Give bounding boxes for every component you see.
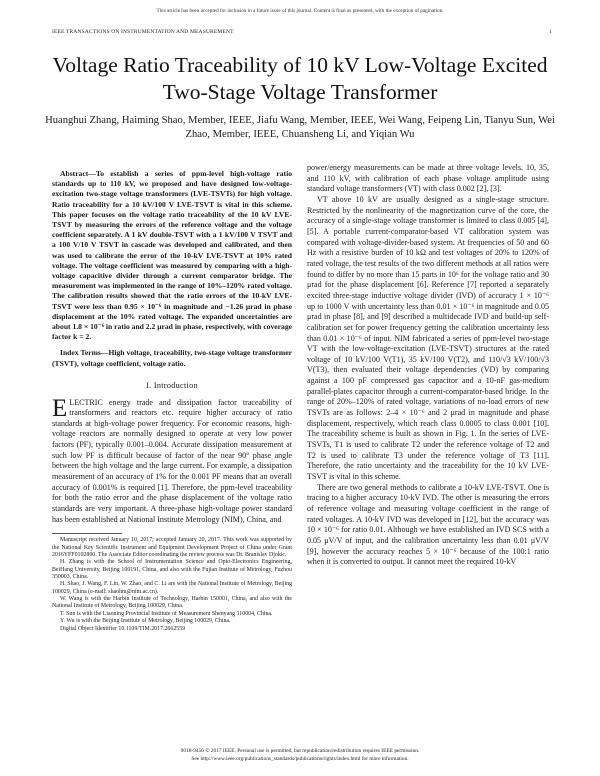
footnote-doi: Digital Object Identifier 10.1109/TIM.2017.2662559 xyxy=(60,625,186,632)
journal-name: IEEE TRANSACTIONS ON INSTRUMENTATION AND MEASUREMENT xyxy=(52,29,234,35)
acceptance-notice: This article has been accepted for inclusion in a future issue of this journal. Content is final as presented, with the exception of pagination. xyxy=(156,8,444,14)
right-column xyxy=(307,163,549,568)
footnote-affiliation: W. Wang is with the Harbin Institute of Technology, Harbin 150001, China, and also with the National Institute of Metrology, Beijing 100029, China. xyxy=(52,596,292,610)
footnote-affiliation: H. Zhang is with the School of Instrumentation Science and Opto-Electronics Engineering, BeiHang University, Beijing 100191, China, and also with the Fujian Institute of Metrology, Fuzhou 350003, China. xyxy=(52,559,292,581)
page-number: 1 xyxy=(549,29,552,35)
footnote-affiliation: H. Shao, J. Wang, F. Lin, W. Zhao, and C. Li are with the National Institute of Metrology, Beijing 100029, China (e-mail: shaohm@nim.ac.cn). xyxy=(52,581,292,595)
footnote-affiliation: T. Sun is with the Liaoning Provincial Institute of Measurement Shenyang 110004, China. xyxy=(60,610,273,617)
body-paragraph: power/energy measurements can be made at three voltage levels, 10, 35, and 110 kV, with calibration of each phase voltage amplitude using standard voltage transformers (VT) with class 0.002 [2], [3]. xyxy=(307,163,549,194)
introduction-paragraph xyxy=(52,394,292,526)
introduction-text: LECTRIC energy trade and dissipation factor traceability of transformers and reactors etc. require higher accuracy of ratio standards at high-voltage power frequency. For economic reasons, high-voltage reactors are normally designed to operate at very low power factors (PF), typically 0.001–0.004. Accurate dissipation measurement at such low PF is difficult because of factor of the near 90° phase angle between the high voltage and the large current. For example, a dissipation measurement of an accuracy of 1% for the 0.001 PF means that an overall accuracy of 0.001% is required [1]. Therefore, the ppm-level traceability for both the ratio error and the phase displacement of the voltage ratio standards are very important. A three-phase high-voltage power standard has been established at National Institute Metrology (NIM), China, and xyxy=(52,397,292,524)
copyright-line: 0018-9456 © 2017 IEEE. Personal use is permitted, but republication/redistribution requires IEEE permission. xyxy=(180,748,420,754)
footnote-manuscript: Manuscript received January 10, 2017; accepted January 20, 2017. This work was supported by the National Key Scientific Instrument and Equipment Development Project of China under Grant 2016YFF0102800. The Associate Editor coordinating the review process was Dr. Branislav Djokic. xyxy=(52,537,292,559)
copyright-footer xyxy=(0,748,600,763)
author-list: Huanghui Zhang, Haiming Shao, Member, IEEE, Jiafu Wang, Member, IEEE, Wei Wang, Feipeng Lin, Tianyu Sun, Wei Zhao, Member, IEEE, Chuansheng Li, and Yiqian Wu xyxy=(45,115,555,140)
footnote-affiliation: Y. Wu is with the Beijing Institute of Metrology, Beijing 100029, China. xyxy=(60,618,231,625)
drop-cap: E xyxy=(52,394,68,422)
body-paragraph: There are two general methods to calibrate a 10-kV LVE-TSVT. One is tracing to a higher accuracy 10-kV IVD. The other is measuring the errors of reference voltage and measuring voltage coefficient in the range of rated voltages. A 10-kV IVD was developed in [12], but the accuracy was 10 × 10⁻⁶ for ratio 0.01. Although we have established an IVD SCS with a 0.05 μV/V of input, and the calibration uncertainty less than 0.01 μV/V [9], however the accuracy reaches 5 × 10⁻⁶ because of the 100:1 ratio when it is converted to output. It cannot meet the required 10-kV xyxy=(307,482,549,567)
left-column xyxy=(52,169,292,633)
body-paragraph: VT above 10 kV are usually designed as a single-stage structure. Restricted by the nonlinearity of the magnetization curve of the core, the accuracy of a single-stage voltage transformer is limited to class 0.005 [4], [5]. A portable current-comparator-based VT calibration system was compared with voltage-divider-based system. At frequencies of 50 and 60 Hz with a resistive burden of 10 kΩ and test voltages of 20% to 120% of rated voltage, the test results of the two different methods at all ratios were found to differ by no more than 15 parts in 10⁶ for the voltage ratio and 30 μrad for the phase displacement [6]. Reference [7] reported a separately excited three-stage inductive voltage divider (IVD) of accuracy 1 × 10⁻⁶ up to 1000 V with uncertainty less than 0.01 × 10⁻⁶ in magnitude and 0.05 μrad in phase [8], and [9] described a multidecade IVD and build-up self-calibration set for power frequency getting the calibration uncertainty less than 0.01 × 10⁻⁶ of input. NIM fabricated a series of ppm-level two-stage VT with the low-voltage-excitation (LVE-TSVT) structures at the rated voltage of 10 kV/100 V(T1), 35 kV/100 V(T2), and 110/√3 kV/100/√3 V(T3), then evaluated their voltage dependencies (VD) by comparing against a 100 pF compressed gas capacitor and a 10-nF gas-medium parallel-plates capacitor through a current-comparator-based bridge. In the range of 20%–120% of rated voltage, variations of no-load errors of new TSVTs are as follows: 2–4 × 10⁻⁶ and 2 μrad in magnitude and phase displacement, respectively, which reach class 0.0005 to class 0.001 [10]. The traceability scheme is built as shown in Fig. 1. In the series of LVE-TSVTs, T1 is used to calibrate T2 under the reference voltage of T2 and T2 is used to calibrate T3 under the reference voltage of T3 [11]. Therefore, the ratio uncertainty and the traceability for the 10 kV LVE-TSVT is vital in this scheme. xyxy=(307,194,549,482)
rights-link-line: See http://www.ieee.org/publications_standards/publications/rights/index.html for more information. xyxy=(191,755,409,762)
footnote-rule xyxy=(52,533,122,534)
index-terms: Index Terms—High voltage, traceability, two-stage voltage transformer (TSVT), voltage coefficient, voltage ratio. xyxy=(52,348,292,368)
running-head xyxy=(52,29,552,35)
section-heading-introduction: I. Introduction xyxy=(146,380,198,390)
abstract: Abstract—To establish a series of ppm-level high-voltage ratio standards up to 110 kV, we proposed and have designed low-voltage-excitation two-stage voltage transformers (LVE-TSVTs) for high voltage. Ratio traceability for a 10 kV/100 V LVE-TSVT is vital in this scheme. This paper focuses on the voltage ratio traceability of the 10 kV LVE-TSVT by measuring the errors of the reference voltage and the voltage coefficient separately. A 1 kV double-TSVT with a 1 kV/100 V TSVT and a 100 V/10 V TSVT in cascade was developed and calibrated, and then was used to calibrate the error of the 10-kV LVE-TSVT at 10% rated voltage. The voltage coefficient was measured by comparing with a high-voltage capacitive divider through a current comparator bridge. The measurement was implemented in the range of 10%–120% rated voltage. The calibration results showed that the ratio errors of the 10-kV LVE-TSVT were less than 0.95 × 10⁻⁶ in magnitude and −1.26 μrad in phase displacement at the 10% rated voltage. The expanded uncertainties are about 1.8 × 10⁻⁶ in ratio and 2.2 μrad in phase, respectively, with coverage factor k = 2. xyxy=(52,169,292,342)
paper-title: Voltage Ratio Traceability of 10 kV Low-Voltage Excited Two-Stage Voltage Transformer xyxy=(52,53,548,104)
